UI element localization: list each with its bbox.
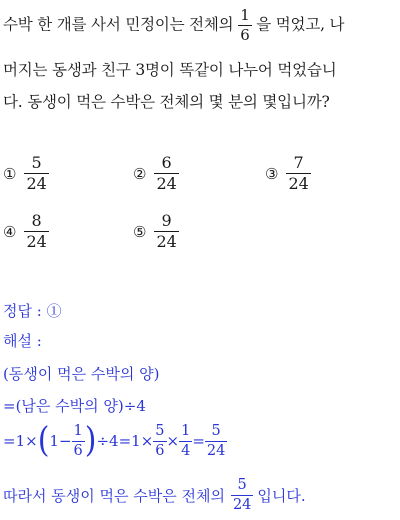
option-fraction — [154, 155, 178, 192]
fraction-denominator: 24 — [156, 174, 177, 193]
fraction-denominator: 24 — [206, 442, 226, 459]
fraction-denominator: 6 — [73, 442, 83, 459]
question-text: 을 먹었고, 나 — [256, 15, 345, 34]
fraction-numerator: 5 — [31, 153, 42, 172]
fraction-denominator: 6 — [155, 442, 165, 459]
fraction-1-6 — [72, 424, 85, 458]
option-fraction — [154, 213, 178, 250]
conclusion-fraction — [231, 478, 253, 512]
fraction-denominator: 4 — [181, 442, 191, 459]
fraction-numerator: 1 — [240, 6, 250, 24]
option-mark: ① — [3, 164, 17, 183]
open-paren: ( — [37, 420, 50, 461]
option-mark: ⑤ — [133, 222, 147, 241]
fraction-denominator: 24 — [26, 174, 47, 193]
fraction-numerator: 5 — [211, 423, 221, 439]
solution-line-3 — [3, 420, 227, 461]
equation-text: 1− — [49, 432, 72, 450]
fraction-numerator: 5 — [237, 477, 247, 493]
fraction-denominator: 24 — [288, 174, 309, 193]
question-line-3: 다. 동생이 먹은 수박은 전체의 몇 분의 몇입니까? — [3, 93, 330, 111]
question-fraction — [238, 8, 251, 43]
fraction-numerator: 5 — [155, 423, 165, 439]
question-line-1 — [3, 8, 344, 43]
option-4[interactable] — [3, 213, 49, 250]
fraction-numerator: 7 — [293, 153, 304, 172]
explanation-label: 해설 : — [3, 332, 42, 350]
equation-text: = — [192, 432, 205, 450]
fraction-denominator: 6 — [240, 26, 250, 44]
option-mark: ③ — [265, 164, 279, 183]
fraction-numerator: 9 — [161, 211, 172, 230]
fraction-numerator: 8 — [31, 211, 42, 230]
conclusion-text: 입니다. — [257, 486, 306, 505]
fraction-denominator: 24 — [156, 232, 177, 251]
fraction-denominator: 24 — [232, 496, 252, 513]
option-mark: ② — [133, 164, 147, 183]
option-5[interactable] — [133, 213, 179, 250]
fraction-numerator: 6 — [161, 153, 172, 172]
fraction-1-4 — [179, 424, 192, 458]
solution-line-2: =(남은 수박의 양)÷4 — [3, 397, 146, 415]
equation-text: × — [166, 432, 180, 450]
option-fraction — [24, 155, 48, 192]
solution-line-1: (동생이 먹은 수박의 양) — [3, 365, 160, 383]
question-line-2: 머지는 동생과 친구 3명이 똑같이 나누어 먹었습니 — [3, 61, 337, 79]
option-fraction — [286, 155, 310, 192]
solution-line-4 — [3, 478, 306, 512]
answer-label: 정답 : ① — [3, 302, 62, 320]
option-mark: ④ — [3, 222, 17, 241]
fraction-5-6 — [153, 424, 166, 458]
option-2[interactable] — [133, 155, 179, 192]
conclusion-text: 따라서 동생이 먹은 수박은 전체의 — [3, 486, 225, 505]
fraction-denominator: 24 — [26, 232, 47, 251]
option-fraction — [24, 213, 48, 250]
fraction-5-24 — [205, 424, 227, 458]
equation-text: ÷4=1× — [96, 432, 154, 450]
question-text: 수박 한 개를 사서 민정이는 전체의 — [3, 15, 234, 34]
option-1[interactable] — [3, 155, 49, 192]
option-3[interactable] — [265, 155, 311, 192]
fraction-numerator: 1 — [73, 423, 83, 439]
fraction-numerator: 1 — [181, 423, 191, 439]
equation-text: =1× — [3, 432, 38, 450]
close-paren: ) — [84, 420, 97, 461]
